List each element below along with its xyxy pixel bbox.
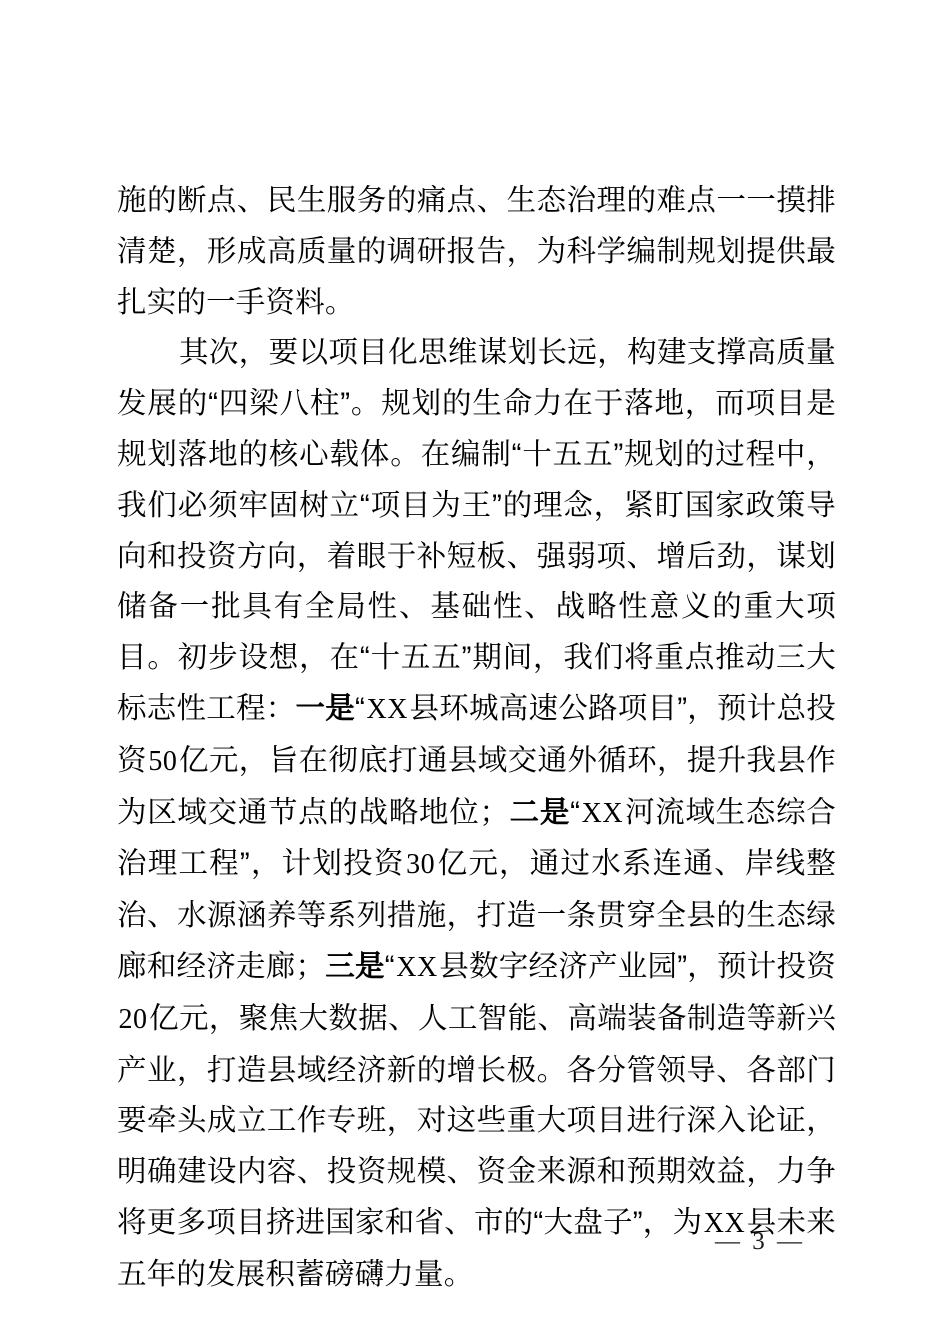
latin-run: 50 xyxy=(148,745,178,777)
bold-enumerator: 一是 xyxy=(295,691,355,725)
latin-run: XX xyxy=(581,797,624,829)
text-run: 施的断点、民生服务的痛点、生态治理的难点一一摸排清楚，形成高质量的调研报告，为科学编制规划提供最扎实的一手资料。 xyxy=(117,184,836,319)
text-run: 县数字经济产业园”，预计投资 xyxy=(439,949,836,983)
text-run: “ xyxy=(384,949,395,983)
page-footer xyxy=(0,1228,950,1256)
text-run: 河流域生态综合治理工程”，计划投资 xyxy=(117,795,836,881)
latin-run: XX xyxy=(396,951,438,983)
text-run: 县未来五年的发展积蓄磅礴力量。 xyxy=(117,1205,836,1291)
text-run: “ xyxy=(354,691,366,725)
text-run: “ xyxy=(570,795,581,829)
latin-run: 30 xyxy=(406,849,436,881)
bold-enumerator: 二是 xyxy=(509,795,571,829)
latin-run: XX xyxy=(366,693,408,725)
bold-enumerator: 三是 xyxy=(325,949,385,983)
text-run: 县环城高速公路项目”，预计总投资 xyxy=(117,691,836,777)
text-run: 亿元，旨在彻底打通县域交通外循环，提升我县作为区域交通节点的战略地位； xyxy=(117,743,836,829)
page-number: — 3 — xyxy=(715,1228,805,1255)
paragraph-continuation xyxy=(117,176,836,328)
text-run: 其次，要以项目化思维谋划长远，构建支撑高质量发展的“四梁八柱”。规划的生命力在于落地，而项目是规划落地的核心载体。在编制“十五五”规划的过程中，我们必须牢固树立“项目为王”的理念，紧盯国家政策导向和投资方向，着眼于补短板、强弱项、增后劲，谋划储备一批具有全局性、基础性、战略性意义的重大项目。初步设想，在“十五五”期间，我们将重点推动三大标志性工程： xyxy=(117,336,836,725)
text-run: 亿元，通过水系连通、岸线整治、水源涵养等系列措施，打造一条贯穿全县的生态绿廊和经济走廊； xyxy=(117,847,836,983)
latin-run: 20 xyxy=(118,1003,148,1035)
text-run: 亿元，聚焦大数据、人工智能、高端装备制造等新兴产业，打造县域经济新的增长极。各分管领导、各部门要牵头成立工作专班，对这些重大项目进行深入论证，明确建设内容、投资规模、资金来源和预期效益，力争将更多项目挤进国家和省、市的“大盘子”，为 xyxy=(117,1001,836,1239)
latin-run: XX xyxy=(703,1207,746,1239)
paragraph-project-planning xyxy=(117,328,836,1300)
document-body xyxy=(117,176,836,1301)
